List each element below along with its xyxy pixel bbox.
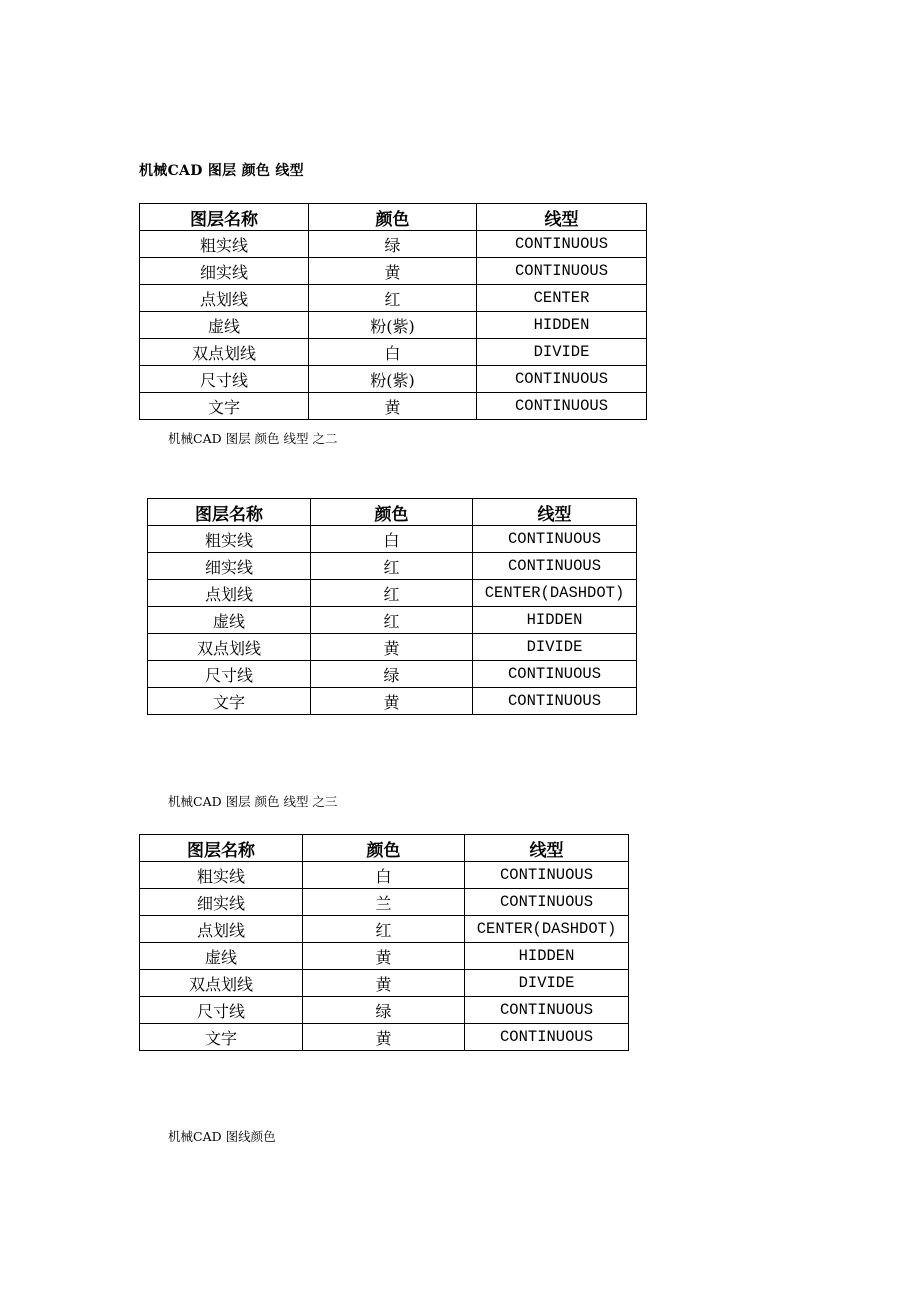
cell-color: 黄 [303, 943, 465, 970]
cell-layer-name: 尺寸线 [148, 661, 311, 688]
cell-linetype: CONTINUOUS [477, 366, 647, 393]
cell-linetype: HIDDEN [477, 312, 647, 339]
header-color: 颜色 [303, 835, 465, 862]
cell-linetype: CONTINUOUS [473, 526, 637, 553]
cell-layer-name: 文字 [140, 393, 309, 420]
table-row [148, 634, 637, 661]
header-linetype: 线型 [465, 835, 629, 862]
table-row [140, 916, 629, 943]
cell-linetype: CENTER [477, 285, 647, 312]
cell-color: 黄 [303, 970, 465, 997]
document-title: 机械CAD 图层 颜色 线型 [139, 163, 304, 179]
header-layer-name: 图层名称 [148, 499, 311, 526]
cell-linetype: DIVIDE [465, 970, 629, 997]
cell-color: 白 [303, 862, 465, 889]
header-layer-name: 图层名称 [140, 835, 303, 862]
cell-linetype: CONTINUOUS [473, 661, 637, 688]
cell-color: 白 [309, 339, 477, 366]
table-row [140, 943, 629, 970]
cell-linetype: CONTINUOUS [465, 862, 629, 889]
caption-table-3: 机械CAD 图层 颜色 线型 之三 [168, 794, 338, 809]
header-linetype: 线型 [473, 499, 637, 526]
cell-color: 红 [311, 580, 473, 607]
header-linetype: 线型 [477, 204, 647, 231]
cell-layer-name: 细实线 [148, 553, 311, 580]
table-row [140, 285, 647, 312]
cell-color: 粉(紫) [309, 312, 477, 339]
table-row [148, 526, 637, 553]
cell-linetype: CENTER(DASHDOT) [473, 580, 637, 607]
cell-linetype: HIDDEN [465, 943, 629, 970]
header-color: 颜色 [311, 499, 473, 526]
cell-color: 红 [311, 553, 473, 580]
table-row [140, 997, 629, 1024]
cell-color: 绿 [311, 661, 473, 688]
cell-linetype: CONTINUOUS [465, 1024, 629, 1051]
cell-layer-name: 文字 [140, 1024, 303, 1051]
header-layer-name: 图层名称 [140, 204, 309, 231]
table-row [140, 1024, 629, 1051]
cell-color: 红 [311, 607, 473, 634]
header-color: 颜色 [309, 204, 477, 231]
layer-table-2 [147, 498, 637, 715]
cell-layer-name: 点划线 [140, 285, 309, 312]
table-header-row [148, 499, 637, 526]
cell-color: 黄 [311, 688, 473, 715]
cell-layer-name: 点划线 [148, 580, 311, 607]
cell-layer-name: 虚线 [140, 943, 303, 970]
cell-layer-name: 双点划线 [148, 634, 311, 661]
table-row [148, 688, 637, 715]
table-row [140, 258, 647, 285]
table-row [140, 366, 647, 393]
cell-linetype: HIDDEN [473, 607, 637, 634]
cell-color: 红 [309, 285, 477, 312]
layer-table-3 [139, 834, 629, 1051]
cell-linetype: DIVIDE [473, 634, 637, 661]
cell-linetype: CENTER(DASHDOT) [465, 916, 629, 943]
caption-line-colors: 机械CAD 图线颜色 [168, 1129, 276, 1144]
table-row [148, 607, 637, 634]
table-header-row [140, 835, 629, 862]
cell-linetype: CONTINUOUS [477, 393, 647, 420]
caption-table-2: 机械CAD 图层 颜色 线型 之二 [168, 431, 338, 446]
cell-linetype: CONTINUOUS [473, 688, 637, 715]
cell-linetype: CONTINUOUS [465, 889, 629, 916]
cell-color: 黄 [309, 258, 477, 285]
table-row [140, 312, 647, 339]
table-row [140, 889, 629, 916]
table-row [140, 862, 629, 889]
table-row [148, 553, 637, 580]
cell-layer-name: 尺寸线 [140, 366, 309, 393]
cell-layer-name: 点划线 [140, 916, 303, 943]
cell-layer-name: 粗实线 [148, 526, 311, 553]
cell-layer-name: 虚线 [140, 312, 309, 339]
cell-color: 粉(紫) [309, 366, 477, 393]
cell-layer-name: 粗实线 [140, 862, 303, 889]
cell-layer-name: 文字 [148, 688, 311, 715]
cell-layer-name: 粗实线 [140, 231, 309, 258]
cell-linetype: CONTINUOUS [473, 553, 637, 580]
cell-color: 兰 [303, 889, 465, 916]
cell-layer-name: 双点划线 [140, 970, 303, 997]
cell-color: 红 [303, 916, 465, 943]
cell-color: 绿 [309, 231, 477, 258]
cell-layer-name: 虚线 [148, 607, 311, 634]
table-row [140, 231, 647, 258]
cell-linetype: DIVIDE [477, 339, 647, 366]
cell-linetype: CONTINUOUS [477, 231, 647, 258]
cell-layer-name: 细实线 [140, 258, 309, 285]
table-row [148, 661, 637, 688]
table-row [140, 339, 647, 366]
cell-layer-name: 双点划线 [140, 339, 309, 366]
table-row [148, 580, 637, 607]
layer-table-1 [139, 203, 647, 420]
cell-color: 黄 [311, 634, 473, 661]
cell-color: 绿 [303, 997, 465, 1024]
cell-linetype: CONTINUOUS [465, 997, 629, 1024]
table-row [140, 970, 629, 997]
cell-layer-name: 尺寸线 [140, 997, 303, 1024]
table-row [140, 393, 647, 420]
cell-linetype: CONTINUOUS [477, 258, 647, 285]
cell-color: 黄 [309, 393, 477, 420]
cell-color: 黄 [303, 1024, 465, 1051]
cell-layer-name: 细实线 [140, 889, 303, 916]
cell-color: 白 [311, 526, 473, 553]
table-header-row [140, 204, 647, 231]
